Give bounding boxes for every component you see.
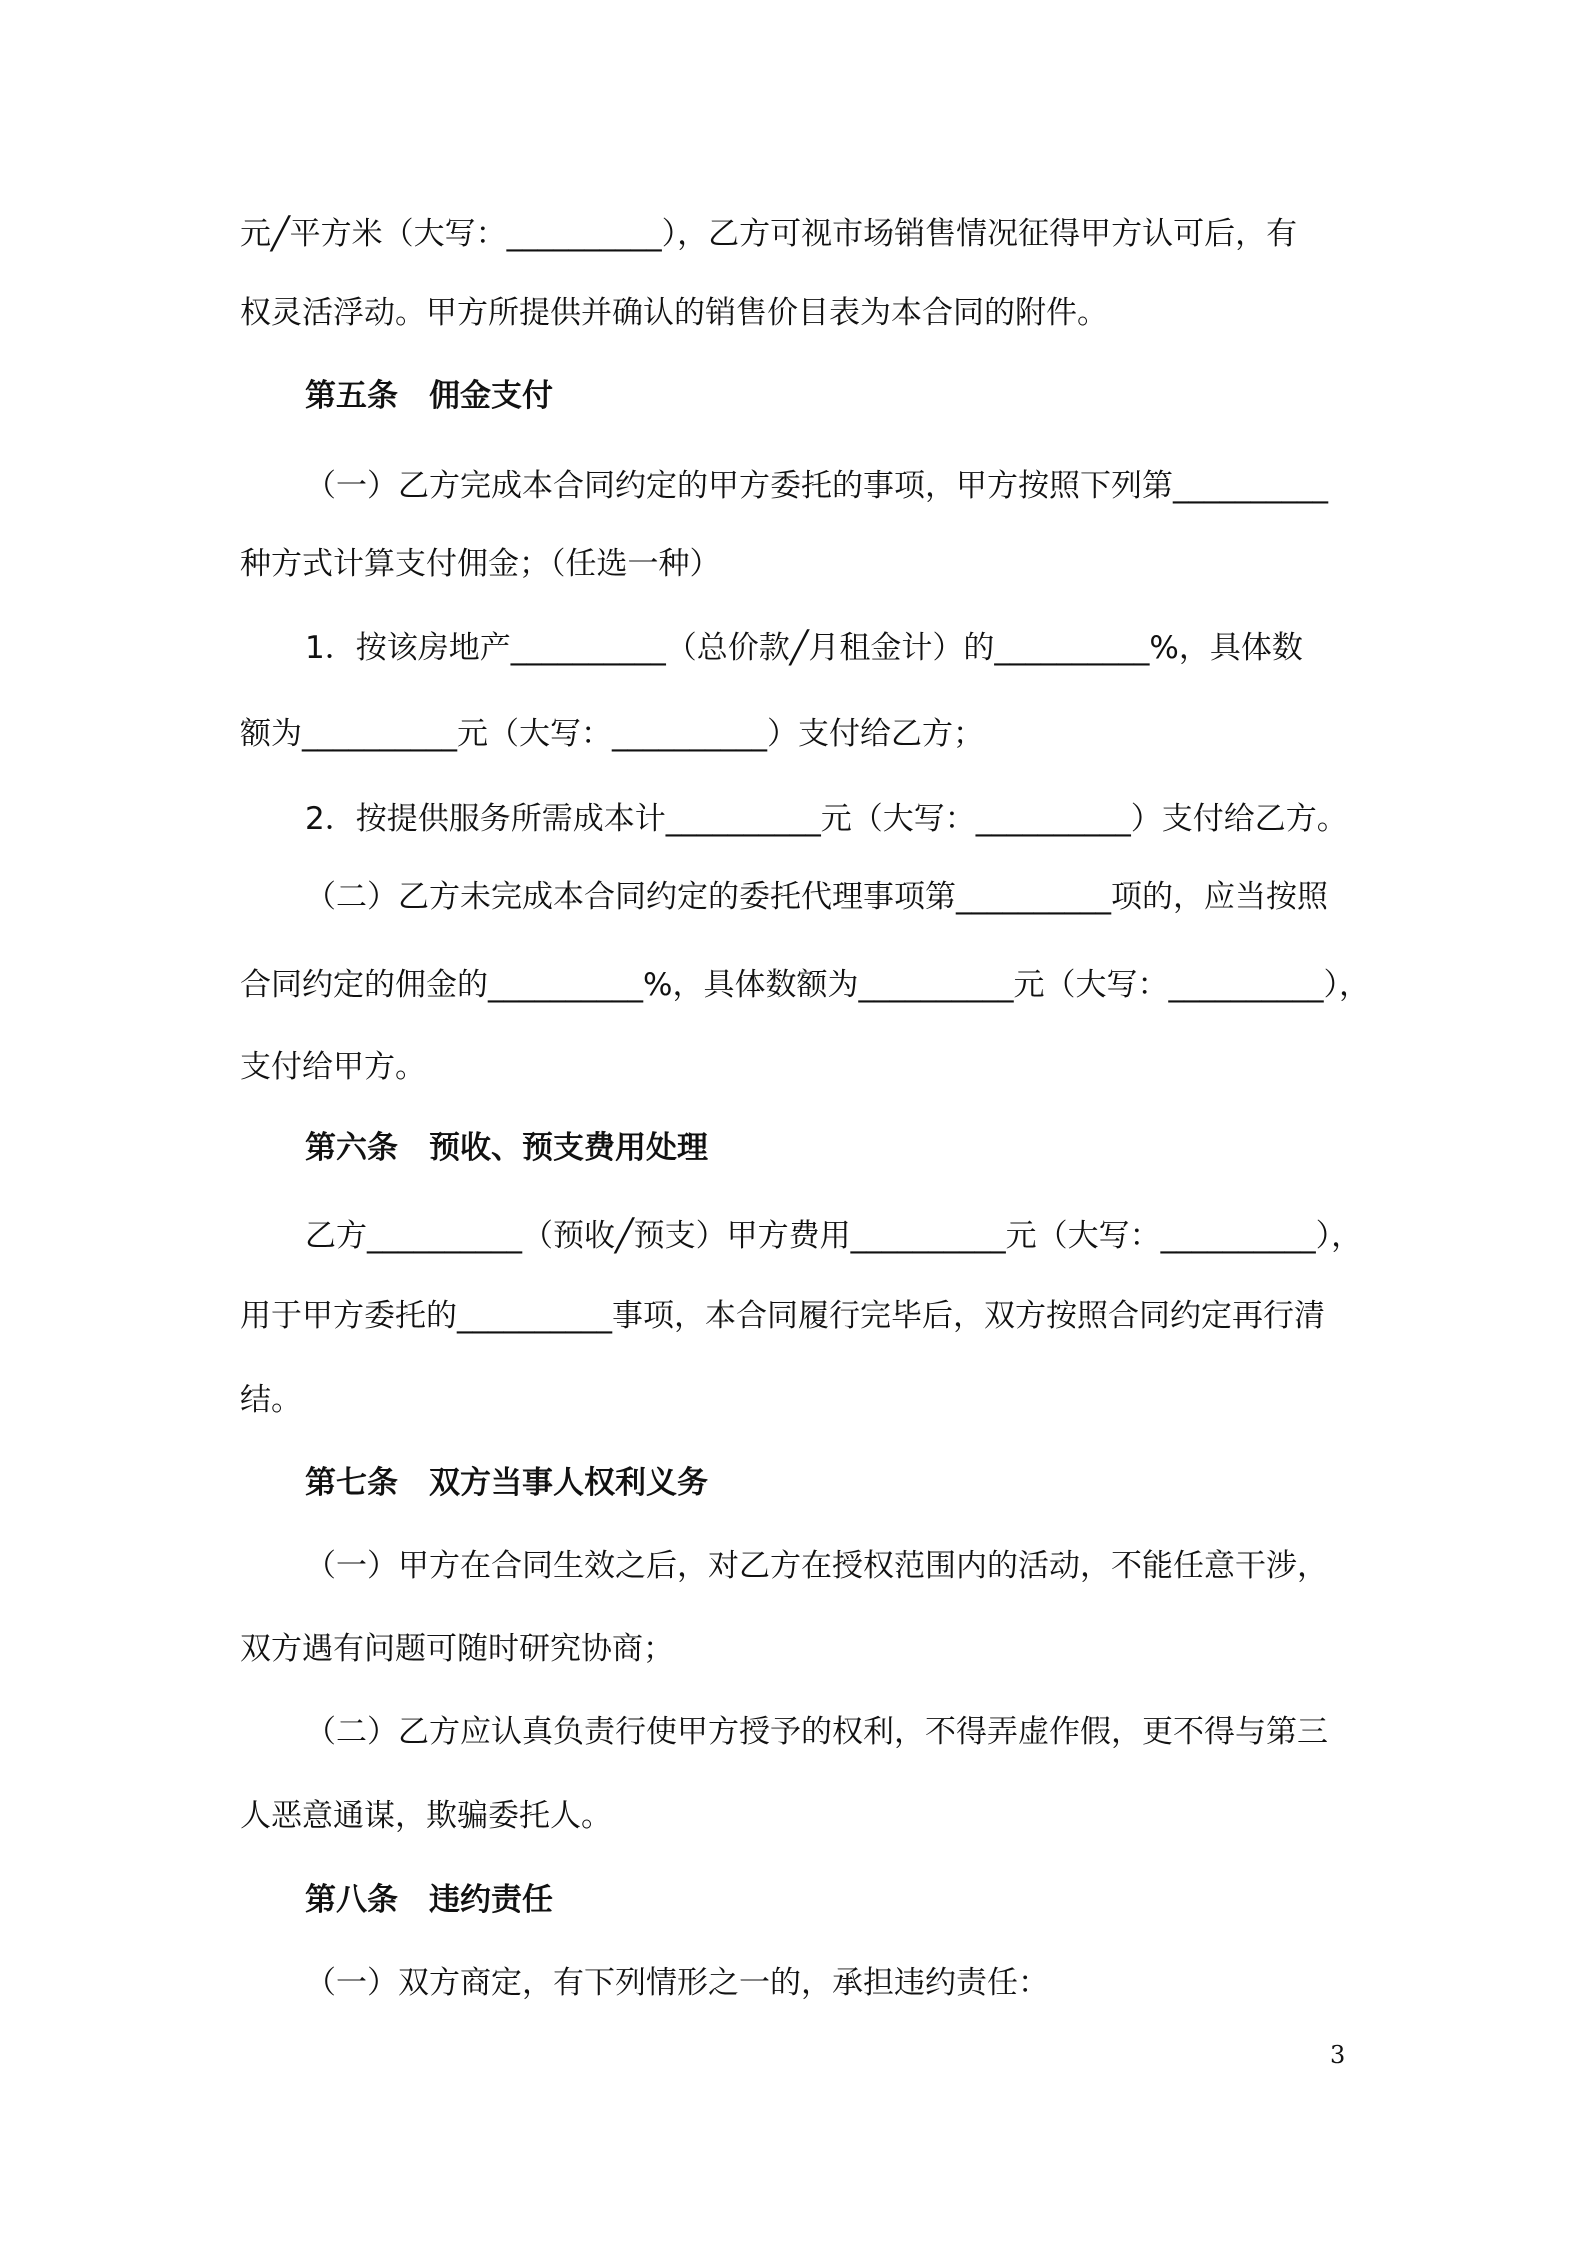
text-line: 额为__________元（大写：__________）支付给乙方； <box>240 716 984 752</box>
text-line: （一）甲方在合同生效之后，对乙方在授权范围内的活动，不能任意干涉， <box>305 1548 1328 1584</box>
text-line: 元╱平方米（大写：__________），乙方可视市场销售情况征得甲方认可后，有 <box>240 216 1298 252</box>
text-line: 用于甲方委托的__________事项，本合同履行完毕后，双方按照合同约定再行清 <box>240 1298 1325 1334</box>
text-line: （二）乙方未完成本合同约定的委托代理事项第__________项的，应当按照 <box>305 879 1328 915</box>
text-line: 合同约定的佣金的__________%，具体数额为__________元（大写：__________）， <box>240 967 1370 1003</box>
text-line: 结。 <box>240 1382 302 1418</box>
text-line: 1．按该房地产__________（总价款╱月租金计）的__________%，具体数 <box>305 630 1303 666</box>
text-line: 权灵活浮动。甲方所提供并确认的销售价目表为本合同的附件。 <box>240 295 1108 331</box>
text-line: （一）乙方完成本合同约定的甲方委托的事项，甲方按照下列第__________ <box>305 468 1328 504</box>
text-line: （二）乙方应认真负责行使甲方授予的权利，不得弄虚作假，更不得与第三 <box>305 1714 1328 1750</box>
text-line: （一）双方商定，有下列情形之一的，承担违约责任： <box>305 1965 1049 2001</box>
article-heading: 第八条 违约责任 <box>305 1882 553 1918</box>
article-heading: 第七条 双方当事人权利义务 <box>305 1465 708 1501</box>
text-line: 种方式计算支付佣金；（任选一种） <box>240 546 721 582</box>
article-heading: 第五条 佣金支付 <box>305 378 553 414</box>
text-line: 2．按提供服务所需成本计__________元（大写：__________）支付给乙方。 <box>305 801 1348 837</box>
page-number: 3 <box>1330 2041 1346 2069</box>
article-heading: 第六条 预收、预支费用处理 <box>305 1130 708 1166</box>
text-line: 乙方__________（预收╱预支）甲方费用__________元（大写：__________）， <box>305 1218 1363 1254</box>
text-line: 人恶意通谋，欺骗委托人。 <box>240 1798 612 1834</box>
text-line: 支付给甲方。 <box>240 1049 426 1085</box>
text-line: 双方遇有问题可随时研究协商； <box>240 1631 674 1667</box>
